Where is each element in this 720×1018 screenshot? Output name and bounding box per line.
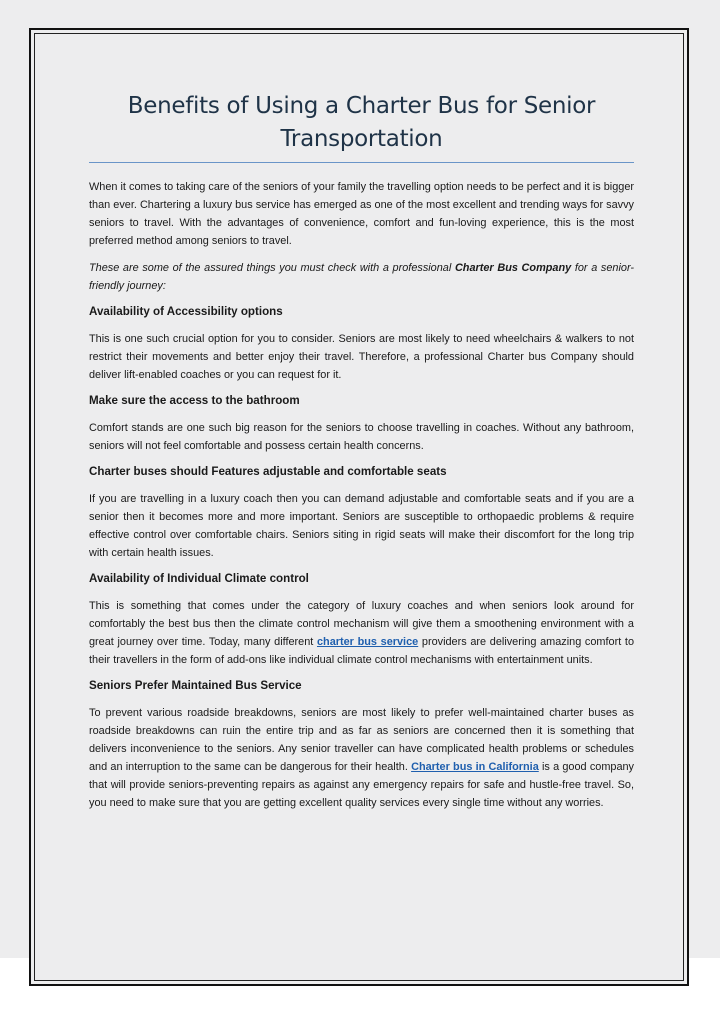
- intro-note-emphasis: Charter Bus Company: [454, 262, 572, 274]
- page-title: Benefits of Using a Charter Bus for Senior Transportation: [127, 93, 596, 152]
- section-heading-accessibility: Availability of Accessibility options: [89, 305, 283, 318]
- intro-note-text-start: These are some of the assured things you must check with a professional: [89, 262, 455, 274]
- section-heading-seats: Charter buses should Features adjustable and comfortable seats: [89, 465, 447, 478]
- maintenance-text-start: To prevent various roadside breakdowns, seniors are most likely to prefer well-maintained charter buses as roadside breakdowns can ruin the entire trip and as far as seniors are concerned then it is something that delivers inconvenience to the seniors. Any senior traveller can have complicated health problems or schedules and an interruption to the same can be dangerous for their health.: [89, 707, 634, 773]
- section-text-accessibility: This is one such crucial option for you to consider. Seniors are most likely to need wheelchairs & walkers to not restrict their movements and better enjoy their travel. Therefore, a professional Charter bus Company should deliver lift-enabled coaches or you can request for it.: [89, 333, 634, 381]
- section-text-seats: If you are travelling in a luxury coach then you can demand adjustable and comfortable seats and if you are a senior then it becomes more and more important. Seniors are susceptible to orthopaedic problems & require effective control over comfortable chairs. Seniors siting in rigid seats will make their discomfort for the long trip with certain health issues.: [89, 493, 634, 559]
- section-heading-bathroom: Make sure the access to the bathroom: [89, 394, 300, 407]
- maintenance-text-end: is a good company that will provide seniors-preventing repairs as against any emergency repairs for safe and hustle-free travel. So, you need to make sure that you are getting excellent quality services every single time without any worries.: [89, 761, 635, 809]
- document-page: [29, 28, 689, 986]
- climate-text-start: This is something that comes under the category of luxury coaches and when seniors look around for comfortably the best bus then the climate control mechanism will give them a smoothening environment with a great journey over time. Today, many different: [89, 600, 634, 648]
- intro-note-text-end: for a senior-friendly journey:: [89, 262, 635, 292]
- intro-note: [89, 259, 634, 295]
- section-text-climate: [89, 597, 634, 669]
- intro-paragraph: When it comes to taking care of the seniors of your family the travelling option needs to be perfect and it is bigger than ever. Chartering a luxury bus service has emerged as one of the most excellent and trending ways for savvy seniors to travel. With the advantages of convenience, comfort and fun-loving experience, this is the most preferred method among seniors to travel.: [89, 181, 634, 247]
- document-content: [89, 90, 634, 821]
- climate-text-end: providers are delivering amazing comfort to their travellers in the form of add-ons like individual climate control mechanisms with entertainment units.: [89, 636, 635, 666]
- section-heading-maintenance: Seniors Prefer Maintained Bus Service: [89, 679, 302, 692]
- section-text-bathroom: Comfort stands are one such big reason for the seniors to choose travelling in coaches. Without any bathroom, seniors will not feel comfortable and possess certain health concerns.: [89, 422, 634, 452]
- title-divider: [89, 162, 634, 163]
- section-text-maintenance: [89, 704, 634, 812]
- charter-bus-california-link[interactable]: Charter bus in California: [411, 761, 539, 773]
- charter-bus-service-link[interactable]: charter bus service: [316, 636, 419, 648]
- section-heading-climate: Availability of Individual Climate control: [89, 572, 309, 585]
